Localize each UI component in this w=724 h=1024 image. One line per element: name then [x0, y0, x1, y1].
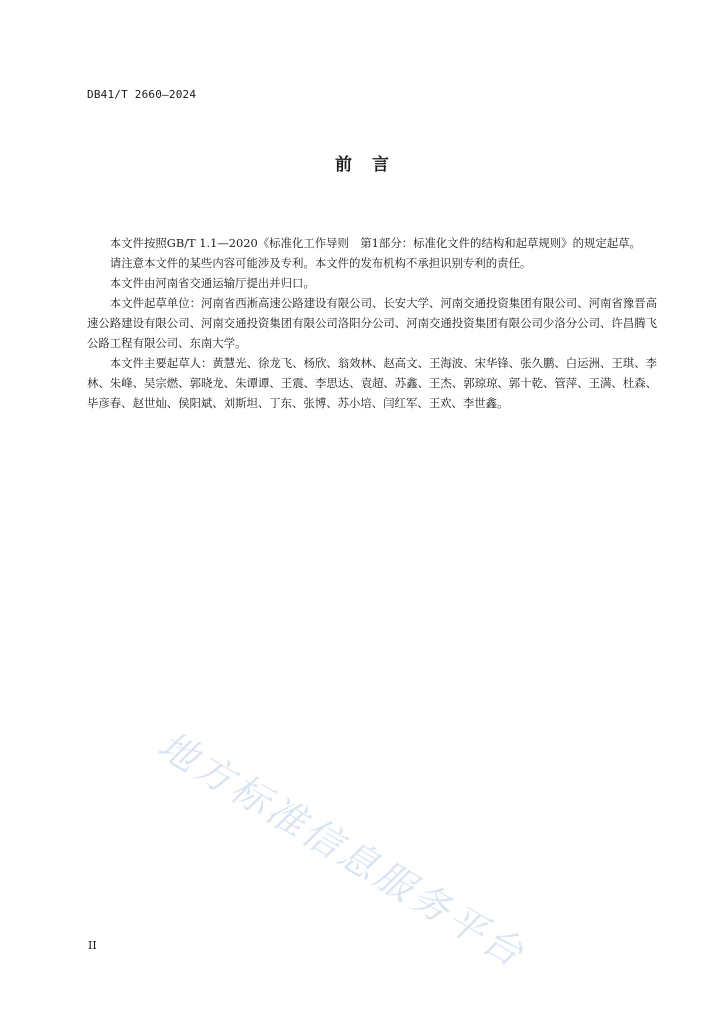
paragraph-proposer: 本文件由河南省交通运输厅提出并归口。: [109, 276, 315, 290]
paragraph-drafters: 本文件主要起草人：黄慧光、徐龙飞、杨欣、翁效林、赵高文、王海波、宋华锋、张久鹏、白运洲、王琪、李林、朱峰、吴宗燃、郭晓龙、朱谭谭、王震、李思达、袁超、苏鑫、王杰、郭琼琼、郭十乾、管萍、王满、杜森、毕彦春、赵世灿、侯阳斌、刘斯坦、丁东、张博、苏小培、闫红军、王欢、李世鑫。: [87, 356, 657, 410]
watermark: 地方标准信息服务平台: [150, 722, 534, 977]
page-title: 前言: [335, 155, 409, 175]
document-code: DB41/T 2660—2024: [87, 88, 197, 101]
paragraph-drafting-units: 本文件起草单位：河南省西淅高速公路建设有限公司、长安大学、河南交通投资集团有限公司、河南省豫晋高速公路建设有限公司、河南交通投资集团有限公司洛阳分公司、河南交通投资集团有限公司少洛分公司、许昌腾飞公路工程有限公司、东南大学。: [87, 296, 657, 350]
paragraph-drafting-rules: 本文件按照GB/T 1.1—2020《标准化工作导则 第1部分：标准化文件的结构和起草规则》的规定起草。: [109, 236, 641, 250]
paragraph-patent-notice: 请注意本文件的某些内容可能涉及专利。本文件的发布机构不承担识别专利的责任。: [109, 256, 532, 270]
page-number: II: [88, 939, 97, 952]
foreword-body: [87, 233, 657, 413]
